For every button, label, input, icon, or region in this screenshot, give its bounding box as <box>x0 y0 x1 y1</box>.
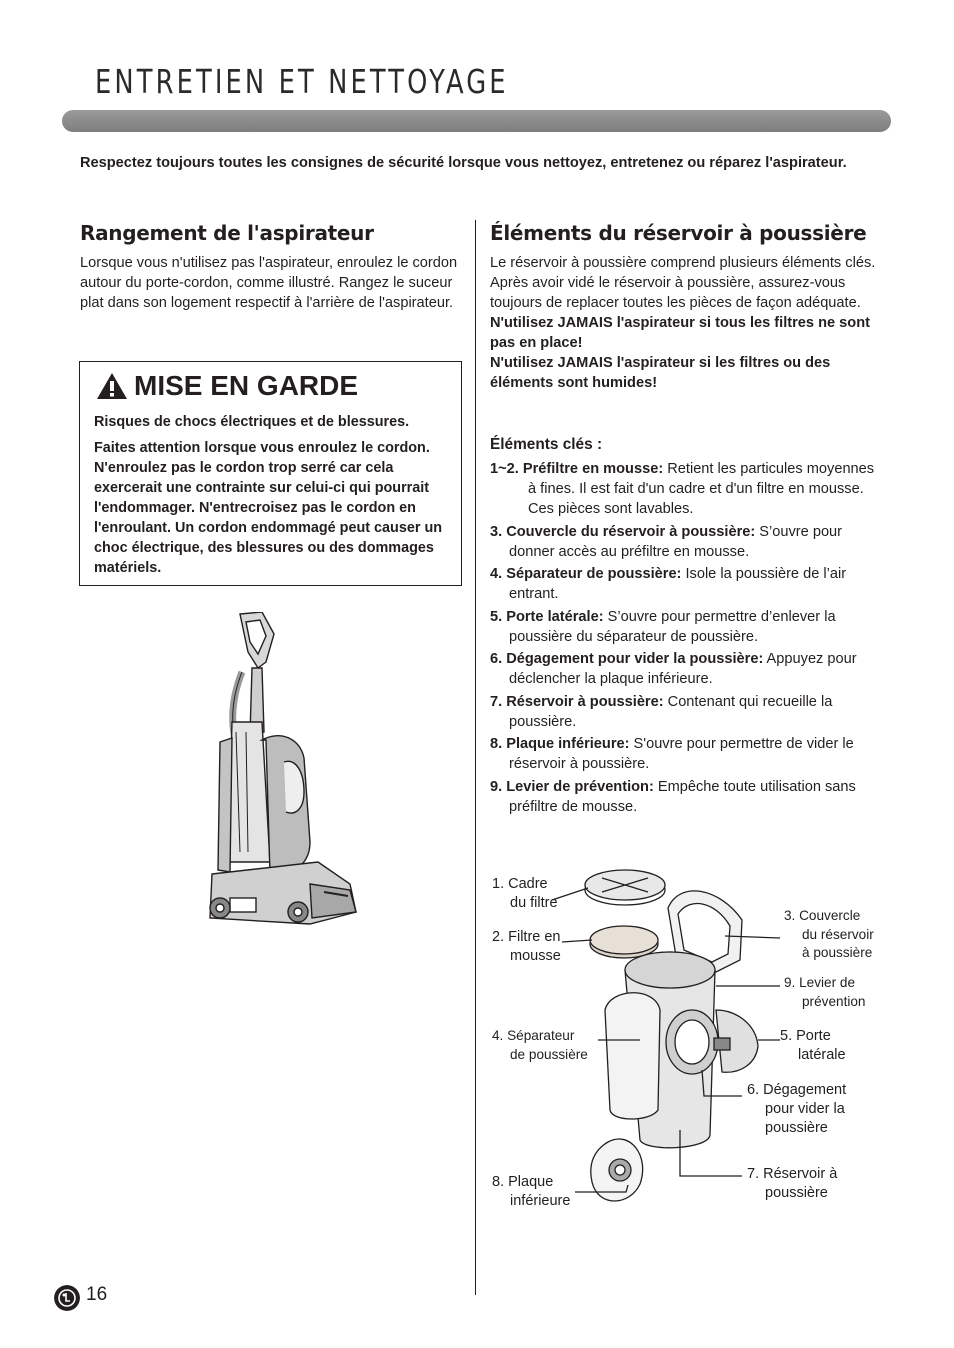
diagram-label-8: 8. Plaque inférieure <box>492 1174 571 1209</box>
list-item: 1~2. Préfiltre en mousse: Retient les particules moyennes à fines. Il est fait d'un cadre et d'un filtre en mousse. Ces pièces sont lavables. <box>490 461 875 517</box>
key-elements-title: Éléments clés : <box>490 436 603 453</box>
dust-bin-text: Le réservoir à poussière comprend plusieurs éléments clés. Après avoir vidé le réservoir à poussière, assurez-vous toujours de replacer toutes les pièces de façon adéquate. <box>490 255 876 311</box>
diagram-label-3: 3. Couvercle du réservoir à poussière <box>784 908 874 960</box>
list-item: 4. Séparateur de poussière: Isole la poussière de l’air entrant. <box>490 566 847 602</box>
warning-box <box>79 361 462 586</box>
diagram-label-2: 2. Filtre en mousse <box>492 929 561 964</box>
key-elements-list <box>490 459 885 819</box>
dust-bin-warning-1: N'utilisez JAMAIS l'aspirateur si tous les filtres ne sont pas en place! <box>490 315 870 351</box>
list-item: 9. Levier de prévention: Empêche toute utilisation sans préfiltre de mousse. <box>490 778 856 815</box>
list-item: 7. Réservoir à poussière: Contenant qui recueille la poussière. <box>490 693 833 730</box>
vacuum-illustration <box>200 612 365 930</box>
warning-title <box>96 370 358 402</box>
diagram-label-5: 5. Porte latérale <box>780 1028 846 1063</box>
lg-logo-icon <box>54 1285 80 1311</box>
dust-bin-heading: Éléments du réservoir à poussière <box>490 221 867 245</box>
column-divider <box>475 220 476 1295</box>
list-item: 3. Couvercle du réservoir à poussière: S’ouvre pour donner accès au préfiltre en mousse. <box>490 523 843 560</box>
title-bar <box>62 110 891 132</box>
page-number: 16 <box>86 1284 108 1305</box>
diagram-label-1: 1. Cadre du filtre <box>492 876 558 911</box>
warning-text: Faites attention lorsque vous enroulez le cordon. N'enroulez pas le cordon trop serré car cela exercerait une contrainte sur celui-ci qui pourrait l'endommager. N'entrecroisez pas le cordon en l'enroulant. Un cordon endommagé peut causer un choc électrique, des blessures ou des dommages matériels. <box>94 440 443 576</box>
storage-heading: Rangement de l'aspirateur <box>80 221 374 245</box>
intro-text: Respectez toujours toutes les consignes de sécurité lorsque vous nettoyez, entretenez ou réparez l'aspirateur. <box>80 155 847 171</box>
page-title: ENTRETIEN ET NETTOYAGE <box>95 62 509 101</box>
list-item: 6. Dégagement pour vider la poussière: Appuyez pour déclencher la plaque inférieure. <box>490 651 857 687</box>
storage-text: Lorsque vous n'utilisez pas l'aspirateur, enroulez le cordon autour du porte-cordon, comme illustré. Rangez le suceur plat dans son logement respectif à l'arrière de l'aspirateur. <box>80 255 458 311</box>
warning-risk: Risques de chocs électriques et de blessures. <box>94 414 410 430</box>
dust-bin-text-block <box>490 253 885 393</box>
warning-icon <box>96 372 128 400</box>
list-item: 8. Plaque inférieure: S'ouvre pour permettre de vider le réservoir à poussière. <box>490 736 854 772</box>
dust-bin-warning-2: N'utilisez JAMAIS l'aspirateur si les filtres ou des éléments sont humides! <box>490 355 831 391</box>
diagram-label-7: 7. Réservoir à poussière <box>747 1166 838 1201</box>
diagram-label-9: 9. Levier de prévention <box>784 975 866 1009</box>
diagram-label-4: 4. Séparateur de poussière <box>492 1028 588 1062</box>
diagram-label-6: 6. Dégagement pour vider la poussière <box>747 1082 847 1136</box>
warning-title-text: MISE EN GARDE <box>134 370 359 401</box>
list-item: 5. Porte latérale: S’ouvre pour permettre d’enlever la poussière du séparateur de poussière. <box>490 608 836 645</box>
